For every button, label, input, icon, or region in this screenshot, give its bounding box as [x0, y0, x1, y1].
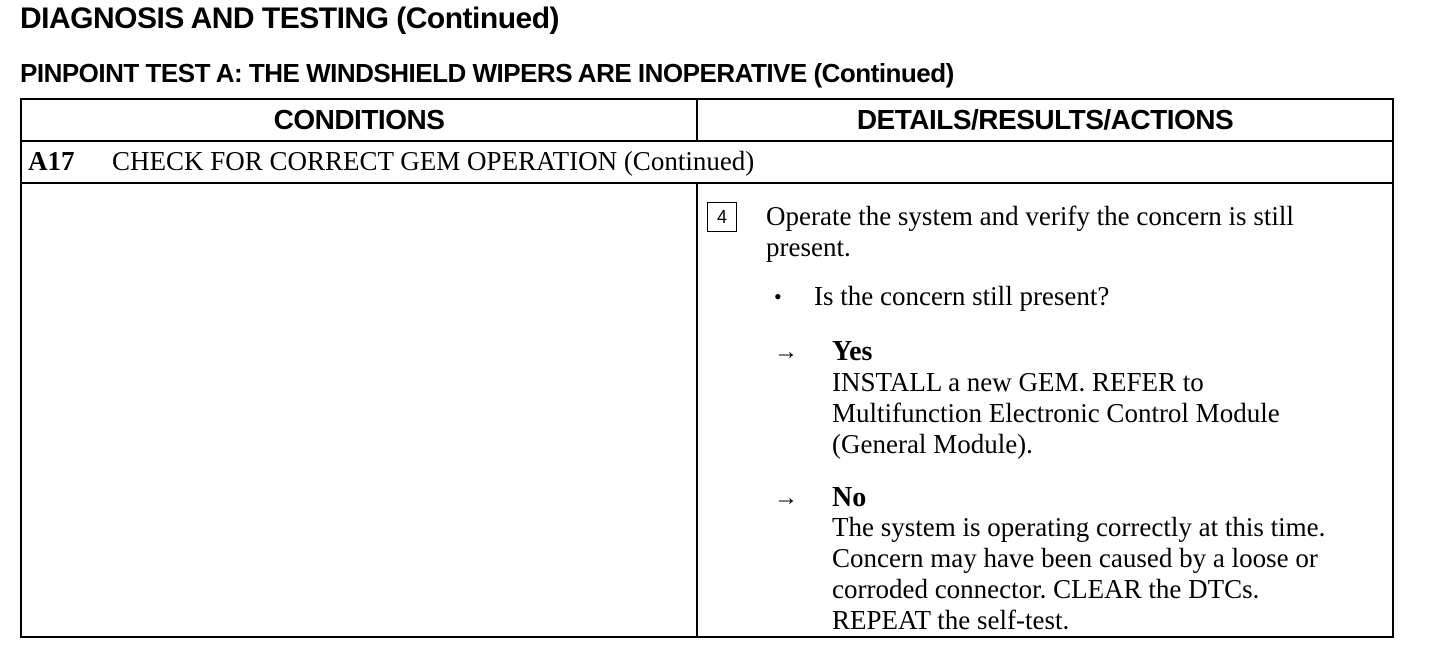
step-instruction: Operate the system and verify the concern is still present. [766, 201, 1294, 262]
right-arrow-icon: → [774, 485, 798, 511]
page-title: DIAGNOSIS AND TESTING (Continued) [20, 2, 560, 35]
details-cell [698, 184, 1392, 636]
answer-yes-action [832, 367, 1392, 460]
step-row [22, 142, 1392, 184]
answer-yes-label: Yes [832, 336, 873, 367]
conditions-header: CONDITIONS [22, 100, 698, 142]
answer-no-line: corroded connector. CLEAR the DTCs. [832, 574, 1260, 604]
pinpoint-test-title: PINPOINT TEST A: THE WINDSHIELD WIPERS ARE INOPERATIVE (Continued) [20, 58, 954, 88]
answer-yes-line: INSTALL a new GEM. REFER to [832, 367, 1204, 397]
pinpoint-test-table [20, 98, 1394, 638]
conditions-cell [22, 184, 698, 636]
step-question: Is the concern still present? [814, 281, 1110, 311]
step-number: A17 [28, 146, 75, 176]
bullet-icon: • [774, 284, 782, 309]
answer-no-action [832, 512, 1392, 636]
answer-no-line: REPEAT the self-test. [832, 605, 1070, 635]
answer-no-line: The system is operating correctly at this time. [832, 512, 1326, 542]
answer-no-line: Concern may have been caused by a loose or [832, 543, 1318, 573]
right-arrow-icon: → [774, 339, 798, 365]
answer-yes-line: (General Module). [832, 429, 1033, 459]
answer-no-label: No [832, 482, 867, 513]
details-results-actions-header: DETAILS/RESULTS/ACTIONS [698, 100, 1392, 142]
answer-yes-line: Multifunction Electronic Control Module [832, 398, 1280, 428]
step-number-box: 4 [707, 202, 737, 232]
step-title: CHECK FOR CORRECT GEM OPERATION (Continued) [112, 146, 755, 176]
